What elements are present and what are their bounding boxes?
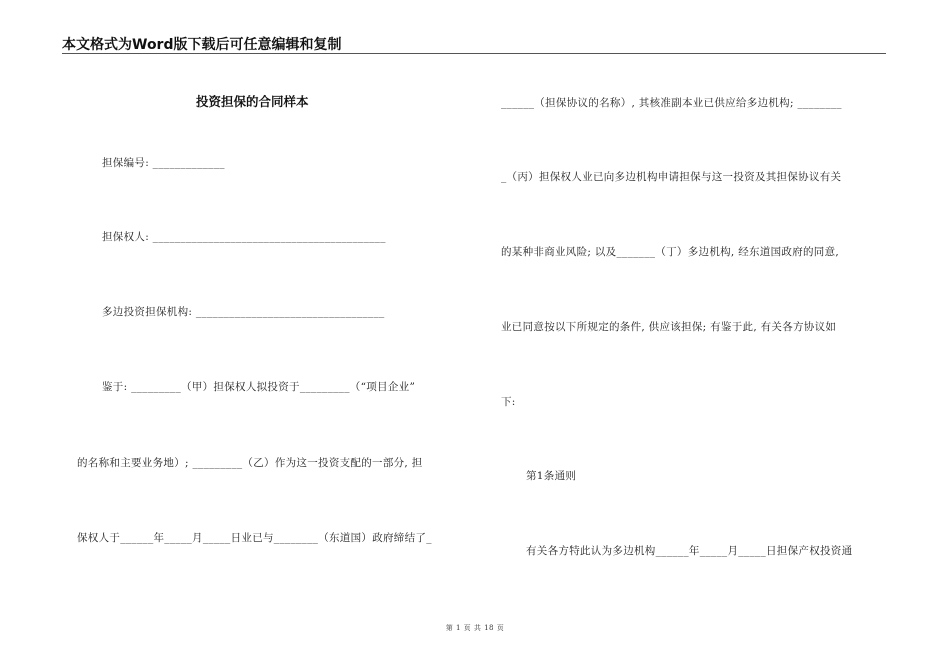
- right-line-1: ______（担保协议的名称）, 其核准副本业已供应给多边机构; ________: [501, 97, 842, 109]
- right-line-3: 的某种非商业风险; 以及_______（丁）多边机构, 经东道国政府的同意,: [501, 246, 840, 258]
- header-divider: [62, 53, 886, 54]
- miga-line: 多边投资担保机构: __________________________________: [102, 306, 385, 318]
- document-header: 本文格式为Word版下载后可任意编辑和复制: [62, 37, 342, 53]
- document-title: 投资担保的合同样本: [196, 94, 309, 109]
- right-line-4: 业已同意按以下所规定的条件, 供应该担保; 有鉴于此, 有关各方协议如: [501, 321, 837, 333]
- page-number: 第 1 页 共 18 页: [445, 624, 505, 632]
- whereas-line-1: 鉴于: _________（甲）担保权人拟投资于_________（“项目企业”: [102, 381, 416, 393]
- right-line-5: 下:: [501, 396, 516, 408]
- guarantee-holder-line: 担保权人: __________________________________________: [102, 231, 386, 243]
- article-1-heading: 第1条通则: [526, 470, 577, 482]
- whereas-line-2: 的名称和主要业务地）; _________（乙）作为这一投资支配的一部分, 担: [77, 457, 423, 469]
- guarantee-number-line: 担保编号: _____________: [102, 157, 225, 169]
- article-1-text: 有关各方特此认为多边机构______年_____月_____日担保产权投资通: [526, 545, 853, 557]
- whereas-line-3: 保权人于______年_____月_____日业已与________（东道国）政府缔结了_: [77, 532, 432, 544]
- right-line-2: _（丙）担保权人业已向多边机构申请担保与这一投资及其担保协议有关: [501, 171, 842, 183]
